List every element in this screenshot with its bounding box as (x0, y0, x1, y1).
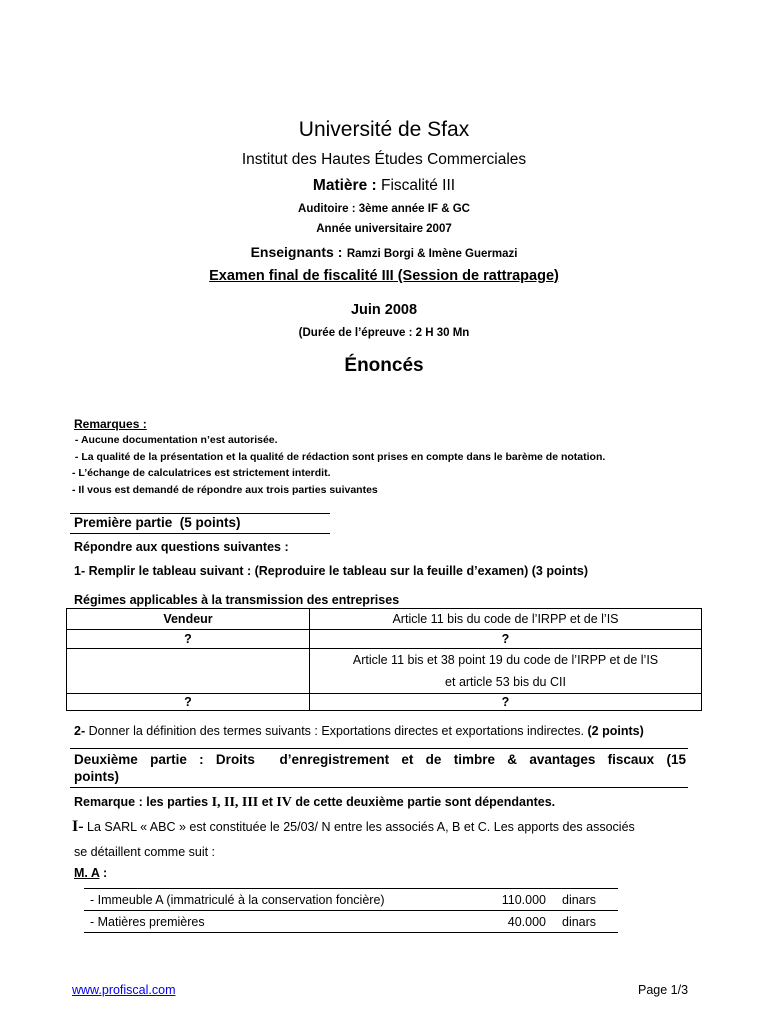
table-cell: - Matières premières (84, 911, 450, 933)
part1-title: Première partie (5 points) (74, 515, 241, 530)
subject-line (0, 177, 768, 195)
table-row (67, 609, 702, 630)
section-1-text: La SARL « ABC » est constituée le 25/03/ N entre les associés A, B et C. Les apports des associés (83, 820, 635, 834)
question-2 (74, 724, 644, 738)
university-name: Université de Sfax (298, 118, 470, 141)
teachers-value: Ramzi Borgi & Imène Guermazi (346, 248, 518, 260)
part2-title-line1: Deuxième partie : Droits d’enregistrement et de timbre & avantages fiscaux (15 (74, 752, 686, 767)
remark-item: - Aucune documentation n’est autorisée. (72, 434, 278, 446)
teachers-label: Enseignants : (250, 244, 343, 260)
part1-intro: Répondre aux questions suivantes : (74, 540, 289, 554)
remark-item: - L’échange de calculatrices est strictement interdit. (72, 467, 331, 479)
exam-title: Examen final de fiscalité III (Session de rattrapage) (209, 268, 559, 284)
section-1-line1 (72, 818, 635, 836)
ma-label: M. A (74, 866, 100, 880)
question-2-text: Donner la définition des termes suivants : Exportations directes et exportations indirectes. (85, 724, 584, 738)
ma-colon: : (99, 866, 108, 880)
remark-item: - La qualité de la présentation et la qualité de rédaction sont prises en compte dans le barème de notation. (72, 451, 606, 463)
academic-year: Année universitaire 2007 (316, 223, 452, 235)
question-1: 1- Remplir le tableau suivant : (Reproduire le tableau sur la feuille d’examen) (3 points) (74, 564, 589, 578)
part2-remark-roman2: IV (276, 795, 292, 810)
table-cell: ? (67, 630, 310, 649)
remark-item: - Il vous est demandé de répondre aux trois parties suivantes (72, 484, 378, 496)
exam-duration: (Durée de l’épreuve : 2 H 30 Mn (298, 327, 470, 339)
exam-date: Juin 2008 (350, 302, 418, 318)
table-row (67, 694, 702, 711)
part2-title-line2: points) (74, 769, 119, 784)
regimes-table (66, 608, 702, 711)
teachers-line (0, 244, 768, 262)
table-row (67, 649, 702, 694)
table-row (67, 630, 702, 649)
ma-heading (74, 866, 107, 880)
section-1-line2: se détaillent comme suit : (74, 845, 216, 859)
part2-rule-bottom (70, 787, 688, 788)
table-cell: Article 11 bis du code de l’IRPP et de l’IS (310, 609, 702, 630)
table-cell-line: Article 11 bis et 38 point 19 du code de l’IRPP et de l’IS (352, 653, 659, 667)
table-cell: - Immeuble A (immatriculé à la conservation foncière) (84, 889, 450, 911)
section-title: Énoncés (344, 355, 424, 376)
part2-rule-top (70, 748, 688, 749)
footer-website-link[interactable]: www.profiscal.com (72, 983, 176, 997)
table-cell: ? (310, 694, 702, 711)
table-cell: ? (67, 694, 310, 711)
part1-rule-top (70, 513, 330, 514)
table-cell: ? (310, 630, 702, 649)
table-row (84, 911, 618, 933)
table-caption: Régimes applicables à la transmission des entreprises (74, 593, 400, 607)
table-cell: dinars (550, 911, 618, 933)
page-number: Page 1/3 (638, 983, 689, 997)
part2-remark-roman: I, II, III (211, 795, 259, 810)
audience: Auditoire : 3ème année IF & GC (298, 203, 470, 215)
table-cell: dinars (550, 889, 618, 911)
subject-value: Fiscalité III (380, 177, 456, 194)
table-cell: 40.000 (450, 911, 550, 933)
part2-remark-start: Remarque : les parties (74, 795, 212, 809)
remarks-title: Remarques : (74, 417, 147, 431)
table-cell-line: et article 53 bis du CII (445, 675, 566, 689)
table-row (84, 889, 618, 911)
table-cell (310, 649, 702, 694)
part1-rule-bottom (70, 533, 330, 534)
part2-remark-end: de cette deuxième partie sont dépendantes. (291, 795, 556, 809)
question-2-number: 2- (74, 724, 86, 738)
subject-label: Matière : (312, 177, 377, 194)
part2-remark-mid: et (258, 795, 277, 809)
institute-name: Institut des Hautes Études Commerciales (241, 151, 527, 168)
question-2-points: (2 points) (587, 724, 644, 738)
table-cell: Vendeur (67, 609, 310, 630)
table-cell: 110.000 (450, 889, 550, 911)
table-cell (67, 649, 310, 694)
section-1-label: I- (72, 818, 84, 835)
part2-remark (74, 795, 555, 811)
ma-contributions-table (84, 888, 618, 933)
